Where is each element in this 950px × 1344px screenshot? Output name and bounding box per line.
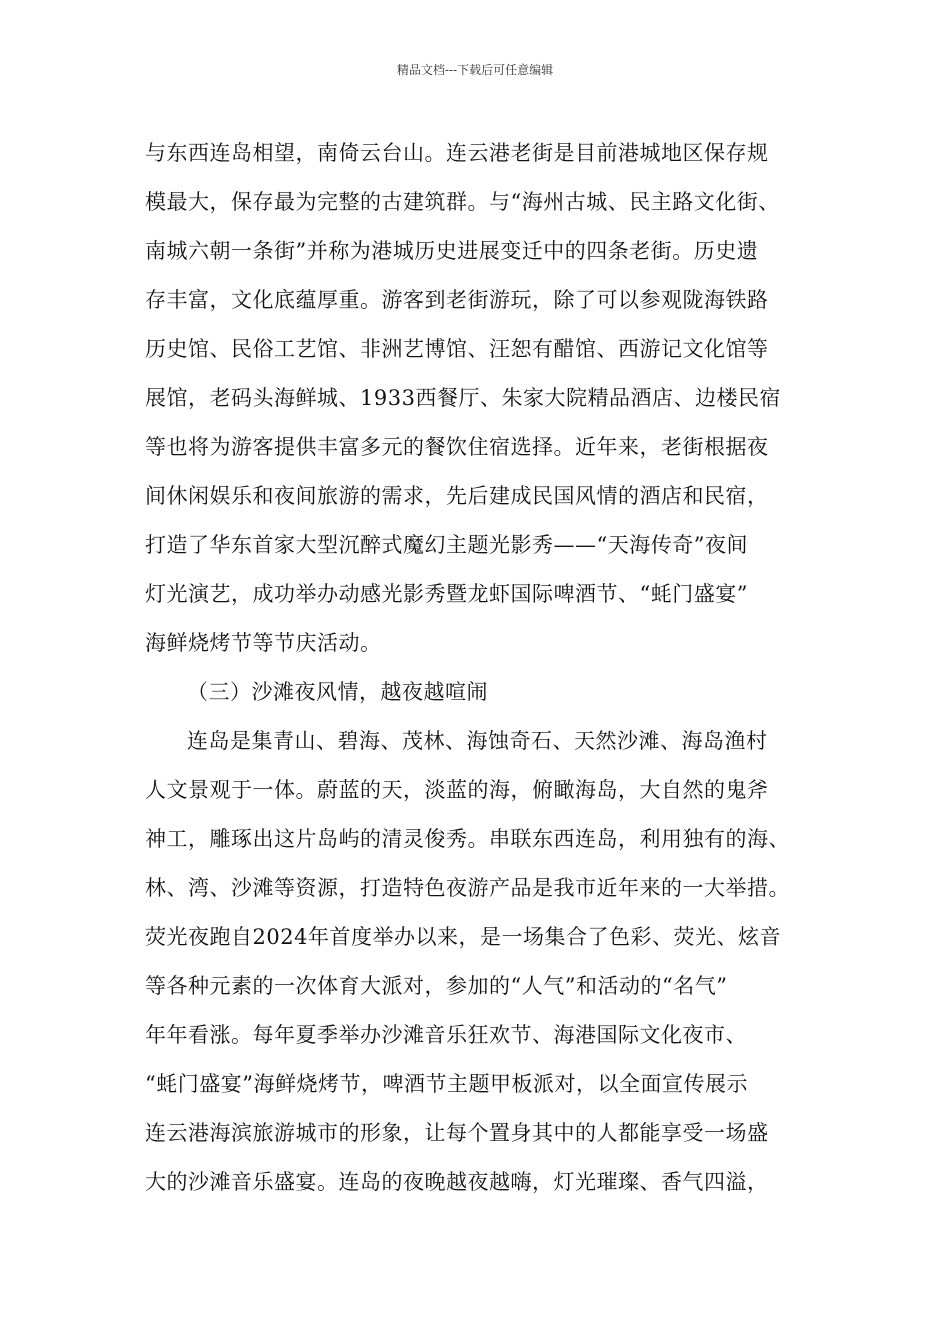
paragraph-line: 南城六朝一条街”并称为港城历史进展变迁中的四条老街。历史遗	[145, 239, 759, 263]
document-body	[145, 129, 820, 1207]
paragraph-line: 海鲜烧烤节等节庆活动。	[145, 631, 382, 655]
paragraph-line: 荧光夜跑自2024年首度举办以来，是一场集合了色彩、荧光、炫音	[145, 925, 781, 949]
paragraph-line: 与东西连岛相望，南倚云台山。连云港老街是目前港城地区保存规	[145, 141, 769, 165]
paragraph-line: 林、湾、沙滩等资源，打造特色夜游产品是我市近年来的一大举措。	[145, 876, 790, 900]
section-heading: （三）沙滩夜风情，越夜越喧闹	[187, 680, 488, 704]
paragraph-line: 灯光演艺，成功举办动感光影秀暨龙虾国际啤酒节、“蚝门盛宴”	[145, 582, 748, 606]
paragraph-line: 存丰富，文化底蕴厚重。游客到老街游玩，除了可以参观陇海铁路	[145, 288, 769, 312]
paragraph-line: 等也将为游客提供丰富多元的餐饮住宿选择。近年来，老街根据夜	[145, 435, 769, 459]
paragraph-line: 大的沙滩音乐盛宴。连岛的夜晚越夜越嗨，灯光璀璨、香气四溢，	[145, 1170, 769, 1194]
paragraph-line: 连云港海滨旅游城市的形象，让每个置身其中的人都能享受一场盛	[145, 1121, 769, 1145]
paragraph-line: 连岛是集青山、碧海、茂林、海蚀奇石、天然沙滩、海岛渔村	[187, 729, 768, 753]
paragraph-line: 打造了华东首家大型沉醉式魔幻主题光影秀——“天海传奇”夜间	[145, 533, 748, 557]
paragraph-line: 神工，雕琢出这片岛屿的清灵俊秀。串联东西连岛，利用独有的海、	[145, 827, 790, 851]
paragraph-line: 历史馆、民俗工艺馆、非洲艺博馆、汪恕有醋馆、西游记文化馆等	[145, 337, 769, 361]
page-header: 精品文档---下载后可任意编辑	[396, 63, 554, 77]
paragraph-line: “蚝门盛宴”海鲜烧烤节，啤酒节主题甲板派对，以全面宣传展示	[145, 1072, 748, 1096]
paragraph-line: 年年看涨。每年夏季举办沙滩音乐狂欢节、海港国际文化夜市、	[145, 1023, 747, 1047]
paragraph-line: 等各种元素的一次体育大派对，参加的“人气”和活动的“名气”	[145, 974, 728, 998]
paragraph-line: 展馆，老码头海鲜城、1933西餐厅、朱家大院精品酒店、边楼民宿	[145, 386, 781, 410]
paragraph-line: 模最大，保存最为完整的古建筑群。与“海州古城、民主路文化街、	[145, 190, 780, 214]
paragraph-line: 人文景观于一体。蔚蓝的天，淡蓝的海，俯瞰海岛，大自然的鬼斧	[145, 778, 769, 802]
paragraph-line: 间休闲娱乐和夜间旅游的需求，先后建成民国风情的酒店和民宿，	[145, 484, 769, 508]
